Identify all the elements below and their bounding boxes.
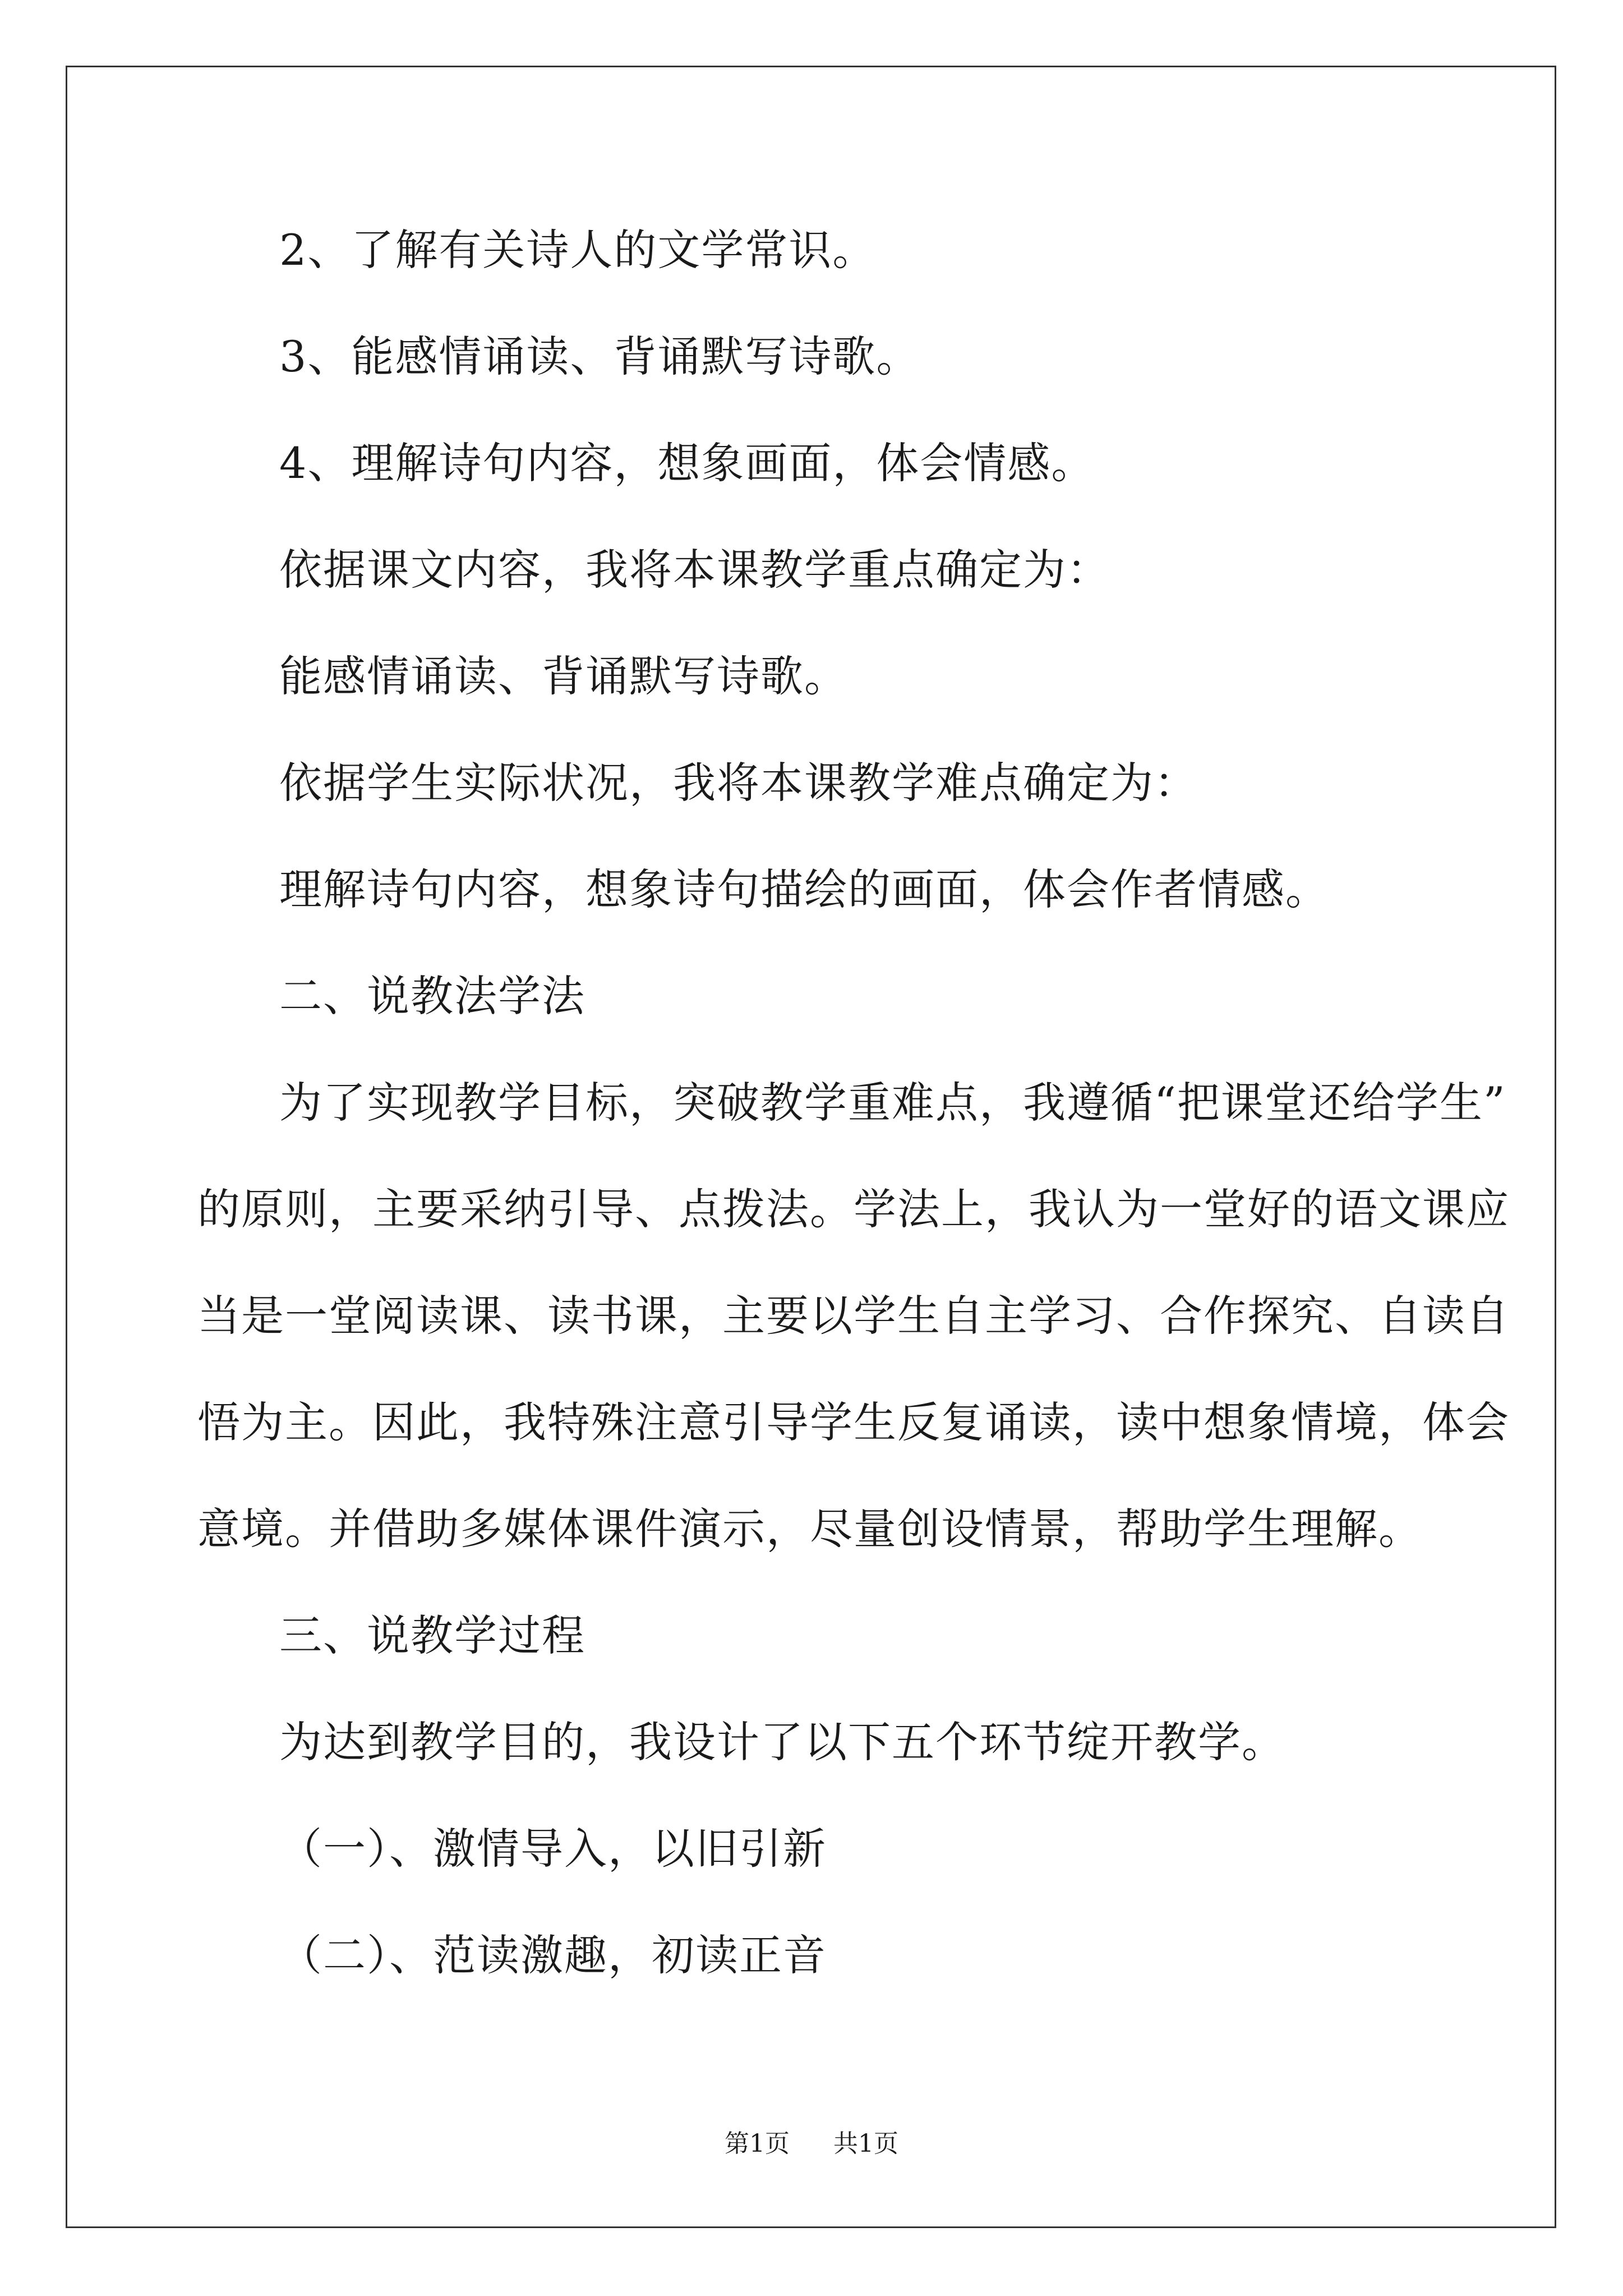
difficulty-intro: 依据学生实际状况，我将本课教学难点确定为： bbox=[279, 758, 1198, 808]
methods-paragraph-line-5: 意境。并借助多媒体课件演示，尽量创设情景，帮助学生理解。 bbox=[197, 1504, 1422, 1554]
difficulty-point: 理解诗句内容，想象诗句描绘的画面，体会作者情感。 bbox=[279, 864, 1329, 914]
section-heading-process: 三、说教学过程 bbox=[279, 1611, 585, 1660]
process-step-1: （一）、激情导入，以旧引新 bbox=[279, 1824, 827, 1874]
page-total: 共1页 bbox=[833, 2129, 898, 2158]
methods-paragraph-line-3: 当是一堂阅读课、读书课，主要以学生自主学习、合作探究、自读自 bbox=[197, 1291, 1510, 1341]
key-point: 能感情诵读、背诵默写诗歌。 bbox=[279, 651, 848, 701]
process-intro: 为达到教学目的，我设计了以下五个环节绽开教学。 bbox=[279, 1717, 1285, 1767]
page-footer bbox=[0, 2123, 1623, 2159]
key-point-intro: 依据课文内容，我将本课教学重点确定为： bbox=[279, 545, 1110, 595]
methods-paragraph-line-2: 的原则，主要采纳引导、点拨法。学法上，我认为一堂好的语文课应 bbox=[197, 1184, 1510, 1234]
page-border bbox=[66, 66, 1556, 2228]
methods-paragraph-line-4: 悟为主。因此，我特殊注意引导学生反复诵读，读中想象情境，体会 bbox=[197, 1397, 1510, 1447]
page-number: 第1页 bbox=[725, 2129, 790, 2158]
section-heading-methods: 二、说教法学法 bbox=[279, 971, 585, 1021]
objective-3: 3、能感情诵读、背诵默写诗歌。 bbox=[279, 332, 920, 381]
process-step-2: （二）、范读激趣，初读正音 bbox=[279, 1930, 827, 1980]
objective-4: 4、理解诗句内容，想象画面，体会情感。 bbox=[279, 438, 1095, 488]
objective-2: 2、了解有关诗人的文学常识。 bbox=[279, 225, 877, 275]
methods-paragraph-line-1: 为了实现教学目标，突破教学重难点，我遵循“把课堂还给学生” bbox=[279, 1078, 1506, 1128]
